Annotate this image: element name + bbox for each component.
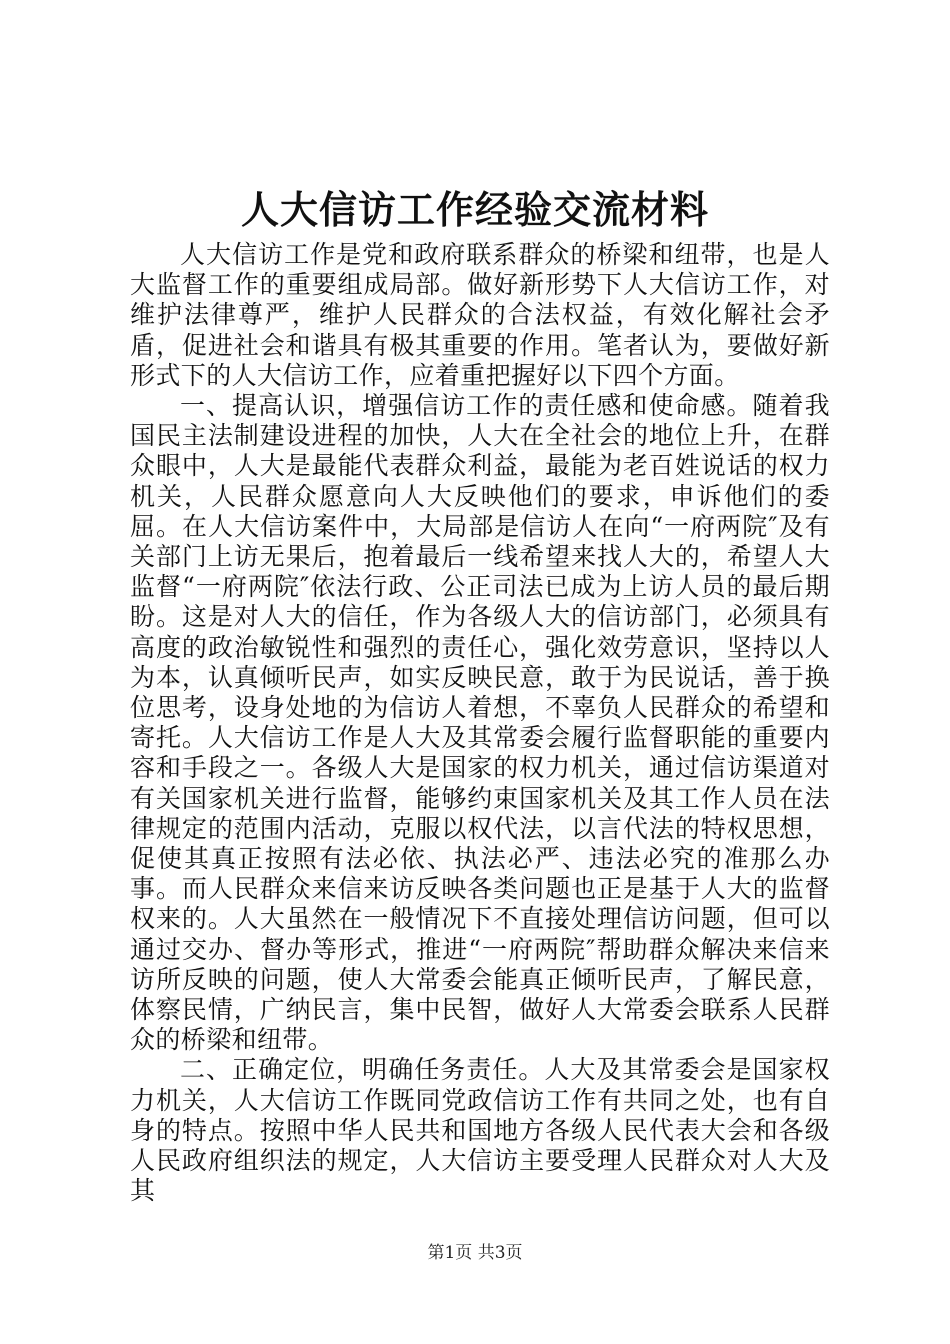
paragraph-section-one: 一、提高认识，增强信访工作的责任感和使命感。随着我国民主法制建设进程的加快，人大在全社会的地位上升，在群众眼中，人大是最能代表群众利益，最能为老百姓说话的权力机关，人民群众愿意向人大反映他们的要求，申诉他们的委屈。在人大信访案件中，大局部是信访人在向“一府两院″及有关部门上访无果后，抱着最后一线希望来找人大的，希望人大监督“一府两院″依法行政、公正司法已成为上访人员的最后期盼。这是对人大的信任，作为各级人大的信访部门，必须具有高度的政治敏锐性和强烈的责任心，强化效劳意识，坚持以人为本，认真倾听民声，如实反映民意，敢于为民说话，善于换位思考，设身处地的为信访人着想，不辜负人民群众的希望和寄托。人大信访工作是人大及其常委会履行监督职能的重要内容和手段之一。各级人大是国家的权力机关，通过信访渠道对有关国家机关进行监督，能够约束国家机关及其工作人员在法律规定的范围内活动，克服以权代法，以言代法的特权思想，促使其真正按照有法必依、执法必严、违法必究的准那么办事。而人民群众来信来访反映各类问题也正是基于人大的监督权来的。人大虽然在一般情况下不直接处理信访问题，但可以通过交办、督办等形式，推进“一府两院″帮助群众解决来信来访所反映的问题，使人大常委会能真正倾听民声，了解民意，体察民情，广纳民言，集中民智，做好人大常委会联系人民群众的桥梁和纽带。 [130,391,830,1055]
paragraph-intro: 人大信访工作是党和政府联系群众的桥梁和纽带，也是人大监督工作的重要组成局部。做好新形势下人大信访工作，对维护法律尊严，维护人民群众的合法权益，有效化解社会矛盾，促进社会和谐具有极其重要的作用。笔者认为，要做好新形式下的人大信访工作，应着重把握好以下四个方面。 [130,240,830,390]
document-body [130,240,830,1207]
page-number-footer: 第1页 共3页 [427,1243,523,1263]
paragraph-section-two: 二、正确定位，明确任务责任。人大及其常委会是国家权力机关，人大信访工作既同党政信访工作有共同之处，也有自身的特点。按照中华人民共和国地方各级人民代表大会和各级人民政府组织法的规定，人大信访主要受理人民群众对人大及其 [130,1055,830,1206]
document-title: 人大信访工作经验交流材料 [240,187,709,232]
